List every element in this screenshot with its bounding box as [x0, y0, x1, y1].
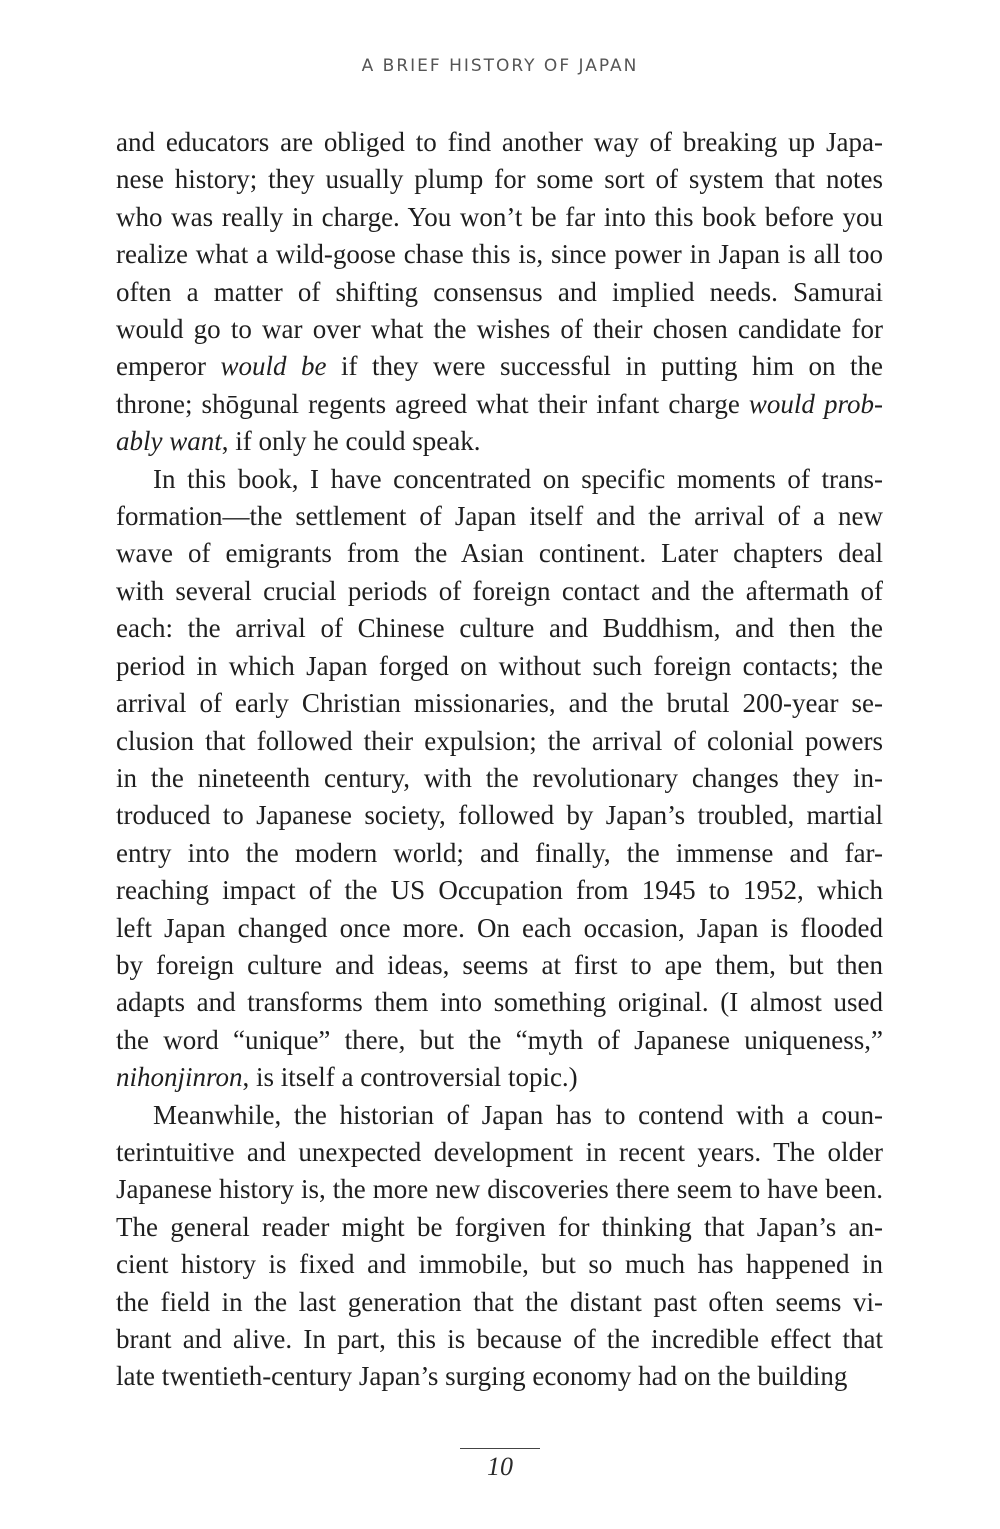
text-line — [116, 872, 883, 909]
italic-run: ably want — [116, 426, 222, 457]
text-line — [116, 723, 883, 760]
text-run: and educators are obliged to find another way of breaking up Japa- — [116, 127, 883, 157]
text-line — [116, 274, 883, 311]
text-run: reaching impact of the US Occupation from 1945 to 1952, which — [116, 875, 883, 906]
text-run: late twentieth-century Japan’s surging economy had on the building — [116, 1361, 848, 1392]
text-run: arrival of early Christian missionaries, and the brutal 200-year se- — [116, 688, 883, 719]
text-run: The general reader might be forgiven for thinking that Japan’s an- — [116, 1211, 883, 1242]
text-line — [116, 1134, 883, 1171]
text-line — [116, 648, 883, 685]
text-run: emperor — [116, 351, 221, 382]
text-run: formation—the settlement of Japan itself and the arrival of a new — [116, 501, 883, 532]
paragraph-2 — [116, 461, 883, 1097]
running-head: A BRIEF HISTORY OF JAPAN — [361, 56, 639, 76]
text-run: adapts and transforms them into something original. (I almost used — [116, 987, 883, 1018]
text-line — [116, 498, 883, 535]
text-run: each: the arrival of Chinese culture and Buddhism, and then the — [116, 613, 883, 644]
text-line — [116, 947, 883, 984]
text-line — [116, 610, 883, 647]
text-run: period in which Japan forged on without such foreign contacts; the — [116, 650, 883, 681]
text-line — [116, 161, 883, 198]
text-run: In this book, I have concentrated on specific moments of trans- — [153, 463, 883, 494]
text-run: who was really in charge. You won’t be far into this book before you — [116, 201, 883, 232]
text-run: nese history; they usually plump for some sort of system that notes — [116, 164, 883, 195]
text-run: , is itself a controversial topic.) — [242, 1062, 578, 1093]
text-run: clusion that followed their expulsion; the arrival of colonial powers — [116, 725, 883, 756]
text-line — [116, 535, 883, 572]
text-line — [116, 1171, 883, 1208]
text-run: wave of emigrants from the Asian continent. Later chapters deal — [116, 538, 883, 569]
text-run: troduced to Japanese society, followed by Japan’s troubled, martial — [116, 800, 883, 831]
text-run: in the nineteenth century, with the revolutionary changes they in- — [116, 762, 883, 793]
text-line — [116, 124, 883, 161]
text-run: if they were successful in putting him on the — [326, 351, 883, 382]
text-line — [116, 1321, 883, 1358]
italic-run: nihonjinron — [116, 1062, 243, 1093]
paragraph-1 — [116, 124, 883, 461]
text-line — [116, 1059, 883, 1096]
text-line — [116, 1022, 883, 1059]
text-run: cient history is fixed and immobile, but so much has happened in — [116, 1249, 883, 1280]
text-run: with several crucial periods of foreign contact and the aftermath of — [116, 575, 883, 606]
text-line — [116, 1284, 883, 1321]
text-run: terintuitive and unexpected development in recent years. The older — [116, 1136, 883, 1167]
text-run: the word “unique” there, but the “myth of Japanese uniqueness,” — [116, 1024, 883, 1055]
text-run: throne; shōgunal regents agreed what their infant charge — [116, 388, 749, 419]
text-line — [116, 685, 883, 722]
text-line — [116, 386, 883, 423]
text-run: Japanese history is, the more new discoveries there seem to have been. — [116, 1174, 883, 1205]
text-line — [116, 797, 883, 834]
text-line — [116, 423, 883, 460]
text-line — [116, 199, 883, 236]
text-run: by foreign culture and ideas, seems at first to ape them, but then — [116, 949, 883, 980]
text-line — [116, 1209, 883, 1246]
text-run: often a matter of shifting consensus and implied needs. Samurai — [116, 276, 883, 307]
text-run: entry into the modern world; and finally, the immense and far- — [116, 837, 883, 868]
text-line — [116, 1246, 883, 1283]
text-line — [116, 1358, 883, 1395]
paragraph-3 — [116, 1097, 883, 1396]
text-line — [116, 311, 883, 348]
text-run: Meanwhile, the historian of Japan has to contend with a coun- — [153, 1099, 883, 1130]
italic-run: would be — [220, 351, 327, 382]
footer-rule — [460, 1448, 540, 1449]
text-run: realize what a wild-goose chase this is, since power in Japan is all too — [116, 239, 883, 270]
text-run: brant and alive. In part, this is because of the incredible effect that — [116, 1324, 883, 1354]
text-line — [116, 984, 883, 1021]
text-run: , if only he could speak. — [221, 426, 481, 457]
text-line — [116, 1097, 883, 1134]
text-line — [116, 573, 883, 610]
text-run: left Japan changed once more. On each occasion, Japan is flooded — [116, 912, 883, 943]
text-line — [116, 910, 883, 947]
body-text — [116, 124, 883, 1396]
text-line — [116, 835, 883, 872]
page-number: 10 — [487, 1452, 513, 1481]
text-line — [116, 348, 883, 385]
text-line — [116, 236, 883, 273]
text-line — [116, 760, 883, 797]
text-run: would go to war over what the wishes of their chosen candidate for — [116, 314, 883, 345]
text-run: the field in the last generation that the distant past often seems vi- — [116, 1286, 883, 1317]
text-line — [116, 461, 883, 498]
italic-run: would prob- — [748, 388, 883, 419]
